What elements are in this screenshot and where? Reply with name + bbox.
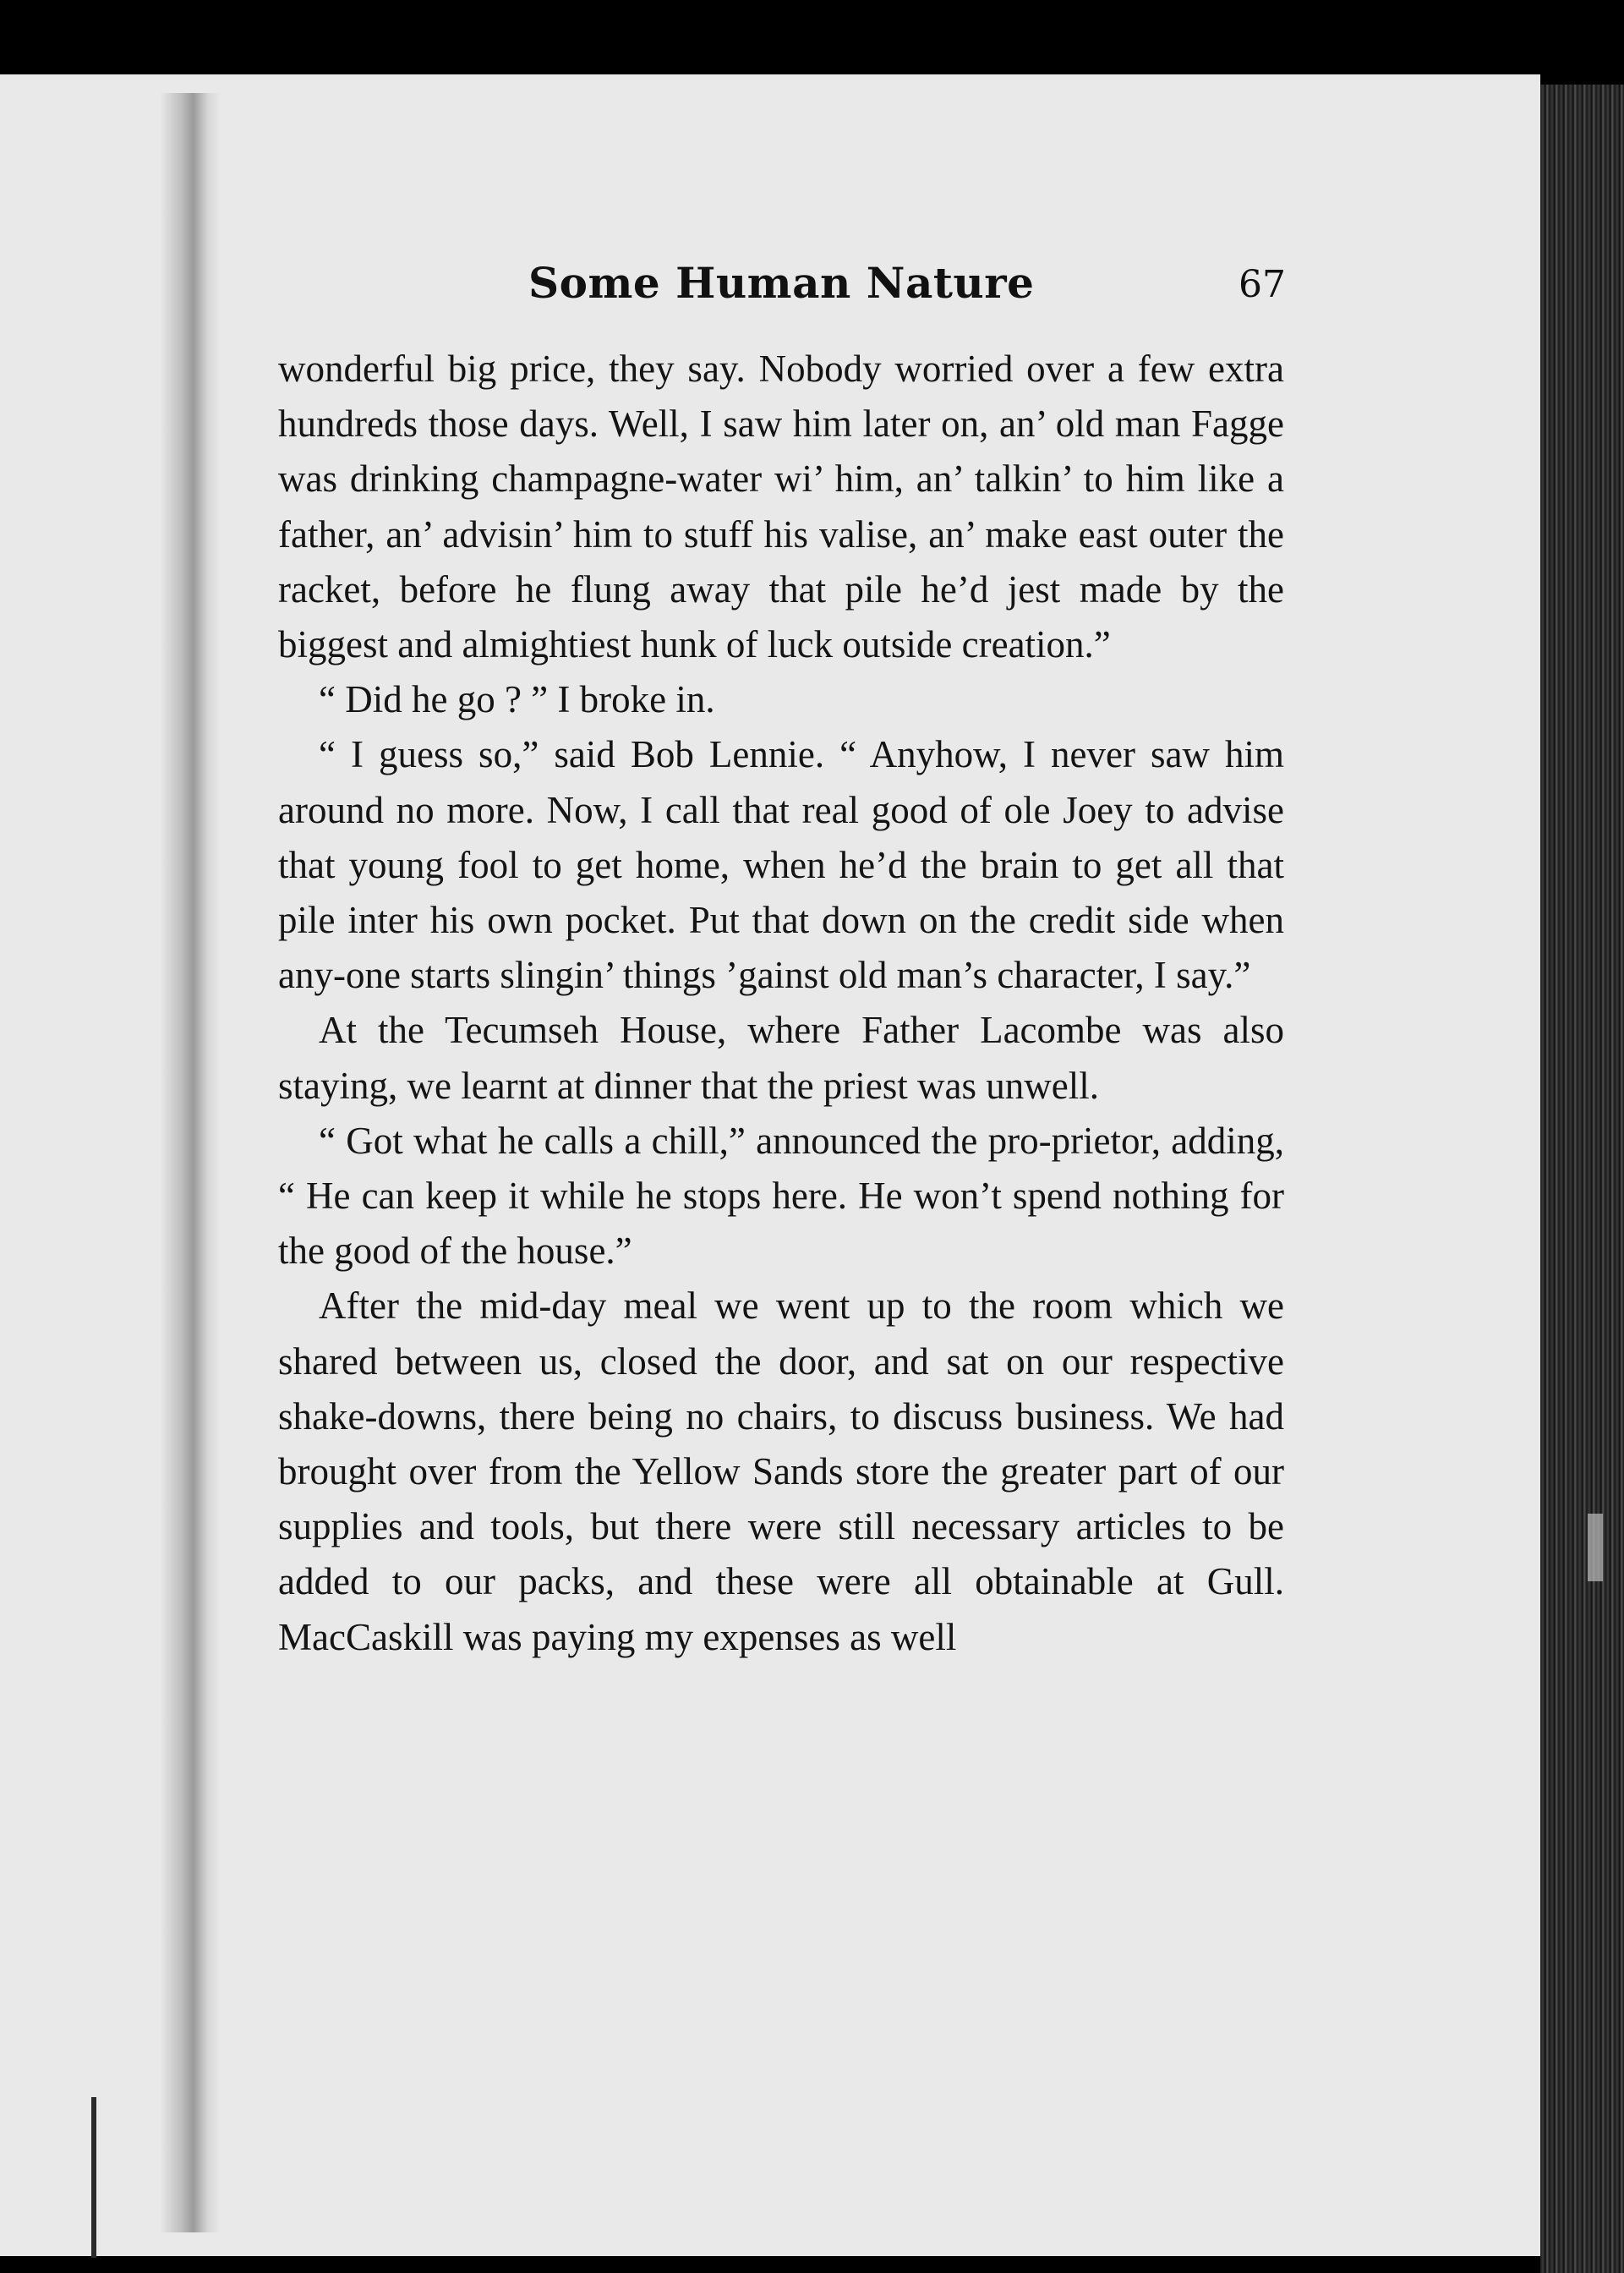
page-edges-stack — [1540, 85, 1624, 2273]
page-number: 67 — [1239, 263, 1286, 306]
body-text — [278, 342, 1284, 1665]
paragraph: At the Tecumseh House, where Father Lacombe was also staying, we learnt at dinner that the priest was unwell. — [278, 1009, 1284, 1107]
page-edge-highlight — [1588, 1514, 1603, 1581]
binding-gutter-shadow — [161, 93, 220, 2232]
paragraph: “ I guess so,” said Bob Lennie. “ Anyhow, I never saw him around no more. Now, I call that real good of ole Joey to advise that young fool to get home, when he’d the brain to get all that pile inter his own pocket. Put that down on the credit side when any-one starts slingin’ things ’gainst old man’s character, I say.” — [278, 733, 1284, 997]
page-header — [271, 258, 1285, 317]
paragraph: “ Got what he calls a chill,” announced the pro-prietor, adding, “ He can keep it while he stops here. He won’t spend nothing for the good of the house.” — [278, 1119, 1284, 1273]
paragraph: “ Did he go ? ” I broke in. — [319, 678, 715, 721]
running-head: Some Human Nature — [528, 258, 1035, 308]
binding-edge-mark — [91, 2097, 96, 2258]
paragraph: After the mid-day meal we went up to the room which we shared between us, closed the door, and sat on our respective shake-downs, there being no chairs, to discuss business. We had brought over from the Yellow Sands store the greater part of our supplies and tools, but there were still necessary articles to be added to our packs, and these were all obtainable at Gull. MacCaskill was paying my expenses as well — [278, 1284, 1284, 1658]
paragraph-continued: wonderful big price, they say. Nobody worried over a few extra hundreds those days. Well, I saw him later on, an’ old man Fagge was drinking champagne-water wi’ him, an’ talkin’ to him like a father, an’ advisin’ him to stuff his valise, an’ make east outer the racket, before he flung away that pile he’d jest made by the biggest and almightiest hunk of luck outside creation.” — [278, 348, 1284, 666]
